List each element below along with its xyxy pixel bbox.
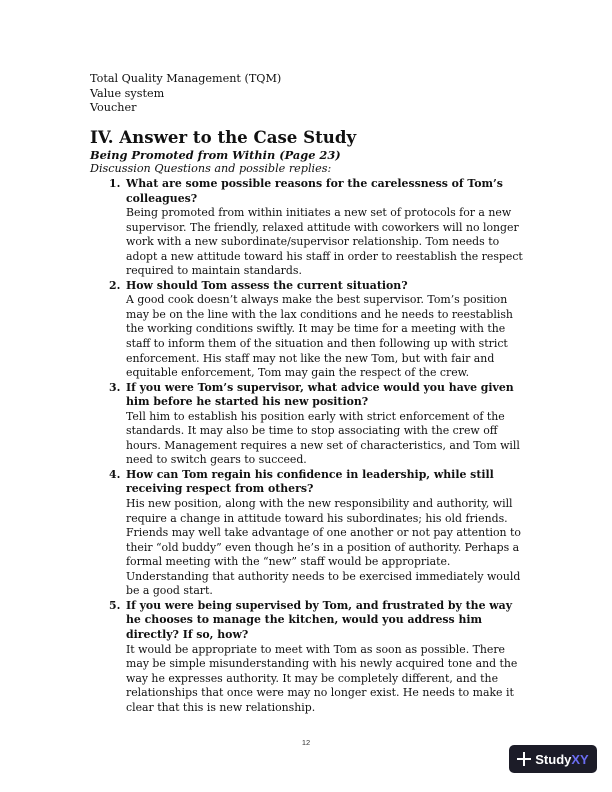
answer-text: His new position, along with the new responsibility and authority, will require a change in attitude toward his subordinates; his old friends. Friends may well take advantage of one another or not pay attention to their “old buddy” even though he’s in a position of authority. Perhaps a formal meeting with the “new” staff would be appropriate. Understanding that authority needs to be exercised immediately would be a good start. — [126, 497, 521, 598]
brand-name — [535, 752, 588, 767]
answer-text: Tell him to establish his position early with strict enforcement of the standards. It may also be time to stop associating with the crew off hours. Management requires a new set of characteristics, and Tom will need to switch gears to succeed. — [126, 409, 520, 467]
question-item — [109, 279, 524, 381]
question-list — [109, 177, 524, 715]
question-item — [109, 177, 524, 279]
question-item — [109, 599, 524, 715]
question-item — [109, 468, 524, 599]
question-text: How should Tom assess the current situation? — [126, 278, 408, 292]
question-text: If you were being supervised by Tom, and frustrated by the way he chooses to manage the kitchen, would you address him directly? If so, how? — [126, 598, 513, 641]
answer-text: It would be appropriate to meet with Tom as soon as possible. There may be simple misunderstanding with his newly acquired tone and the way he expresses authority. It may be completely different, and the relationships that once were may no longer exist. He needs to make it clear that this is new relationship. — [126, 642, 518, 714]
question-number: 3. — [109, 380, 121, 394]
glossary-term: Value system — [90, 86, 165, 100]
page-number: 12 — [301, 738, 311, 747]
question-item — [109, 381, 524, 468]
question-text: How can Tom regain his confidence in leadership, while still receiving respect from others? — [126, 467, 494, 496]
question-number: 4. — [109, 467, 121, 481]
question-number: 5. — [109, 598, 121, 612]
glossary-term: Total Quality Management (TQM) — [90, 72, 282, 85]
discussion-subtitle: Discussion Questions and possible replies: — [90, 162, 332, 175]
question-text: What are some possible reasons for the carelessness of Tom’s colleagues? — [126, 177, 503, 205]
section-heading: IV. Answer to the Case Study — [90, 127, 357, 147]
question-number: 1. — [109, 177, 121, 190]
question-number: 2. — [109, 278, 121, 292]
plus-icon — [517, 752, 531, 766]
glossary-term: Voucher — [90, 101, 137, 115]
brand-name-accent: XY — [571, 751, 589, 767]
answer-text: A good cook doesn’t always make the best supervisor. Tom’s position may be on the line with the lax conditions and he needs to reestablish the working conditions swiftly. It may be time for a meeting with the staff to inform them of the situation and then following up with strict enforcement. His staff may not like the new Tom, but with fair and equitable enforcement, Tom may gain the respect of the crew. — [126, 293, 513, 380]
answer-text: Being promoted from within initiates a new set of protocols for a new supervisor. The friendly, relaxed attitude with coworkers will no longer work with a new subordinate/supervisor relationship. Tom needs to adopt a new attitude toward his staff in order to reestablish the respect required to maintain standards. — [126, 206, 523, 278]
case-study-title: Being Promoted from Within (Page 23) — [90, 148, 341, 162]
studyxy-watermark[interactable] — [509, 745, 597, 773]
glossary-term-list — [90, 72, 281, 116]
brand-name-main: Study — [535, 751, 572, 767]
question-text: If you were Tom’s supervisor, what advice would you have given him before he started his new position? — [126, 380, 514, 409]
